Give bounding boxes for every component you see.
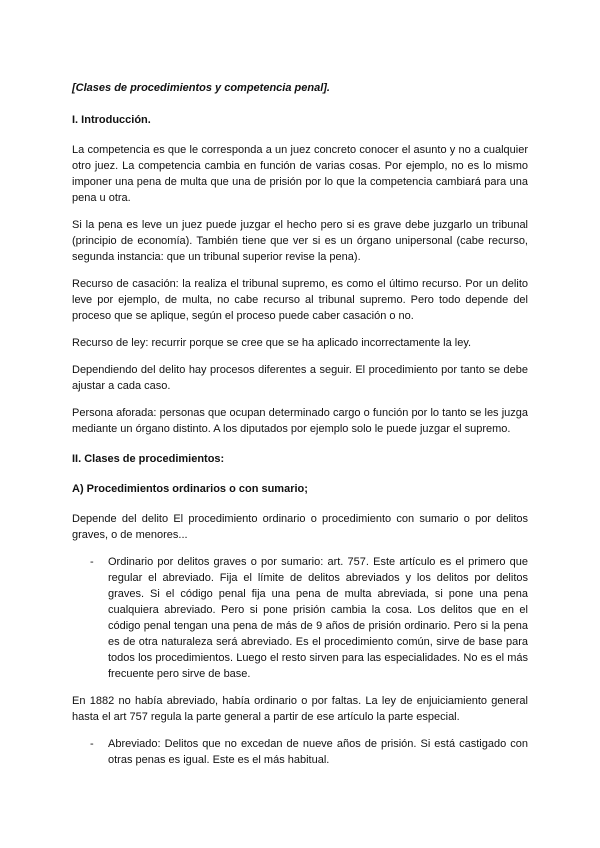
document-page [72, 80, 528, 779]
list-item-text: Abreviado: Delitos que no excedan de nueve años de prisión. Si está castigado con otras penas es igual. Este es el más habitual. [108, 738, 528, 766]
dash-list [72, 736, 528, 768]
section-heading-introduccion: I. Introducción. [72, 114, 151, 126]
paragraph: Recurso de casación: la realiza el tribunal supremo, es como el último recurso. Por un delito leve por ejemplo, de multa, no cabe recurso al tribunal supremo. Pero todo depende del proceso que se aplique, según el proceso puede caber casación o no. [72, 278, 528, 322]
list-item [90, 736, 528, 768]
list-item-text: Ordinario por delitos graves o por sumario: art. 757. Este artículo es el primero que regular el abreviado. Fija el límite de delitos abreviados y los delitos por delitos graves. Si el código penal fija una pena de multa abreviada, si pone una pena cualquiera abreviado. Pero si pone prisión cambia la cosa. Los delitos que en el código penal tengan una pena de más de 9 años de prisión ordinario. Pero si la pena es de otra naturaleza será abreviado. Es el procedimiento común, sirve de base para todos los procedimientos. Luego el resto sirven para las especialidades. No es el más frecuente pero sirve de base. [108, 556, 528, 680]
dash-bullet: - [90, 738, 94, 750]
section-heading-clases: II. Clases de procedimientos: [72, 453, 225, 465]
paragraph: Recurso de ley: recurrir porque se cree que se ha aplicado incorrectamente la ley. [72, 337, 472, 349]
document-title: [Clases de procedimientos y competencia penal]. [72, 82, 330, 94]
dash-bullet: - [90, 556, 94, 568]
paragraph: Si la pena es leve un juez puede juzgar el hecho pero si es grave debe juzgarlo un tribunal (principio de economía). También tiene que ver si es un órgano unipersonal (cabe recurso, segunda instancia: que un tribunal superior revise la pena). [72, 219, 528, 263]
subsection-heading-ordinarios: A) Procedimientos ordinarios o con sumario; [72, 483, 308, 495]
list-item [90, 554, 528, 682]
dash-list [72, 554, 528, 682]
paragraph: Persona aforada: personas que ocupan determinado cargo o función por lo tanto se les juzga mediante un órgano distinto. A los diputados por ejemplo solo le puede juzgar el supremo. [72, 407, 528, 435]
paragraph: En 1882 no había abreviado, había ordinario o por faltas. La ley de enjuiciamiento general hasta el art 757 regula la parte general a partir de ese artículo la parte especial. [72, 695, 528, 723]
paragraph: Dependiendo del delito hay procesos diferentes a seguir. El procedimiento por tanto se debe ajustar a cada caso. [72, 364, 528, 392]
paragraph: Depende del delito El procedimiento ordinario o procedimiento con sumario o por delitos graves, o de menores... [72, 513, 528, 541]
paragraph: La competencia es que le corresponda a un juez concreto conocer el asunto y no a cualquier otro juez. La competencia cambia en función de varias cosas. Por ejemplo, no es lo mismo imponer una pena de multa que una de prisión por lo que la competencia cambiará para una pena u otra. [72, 144, 528, 204]
